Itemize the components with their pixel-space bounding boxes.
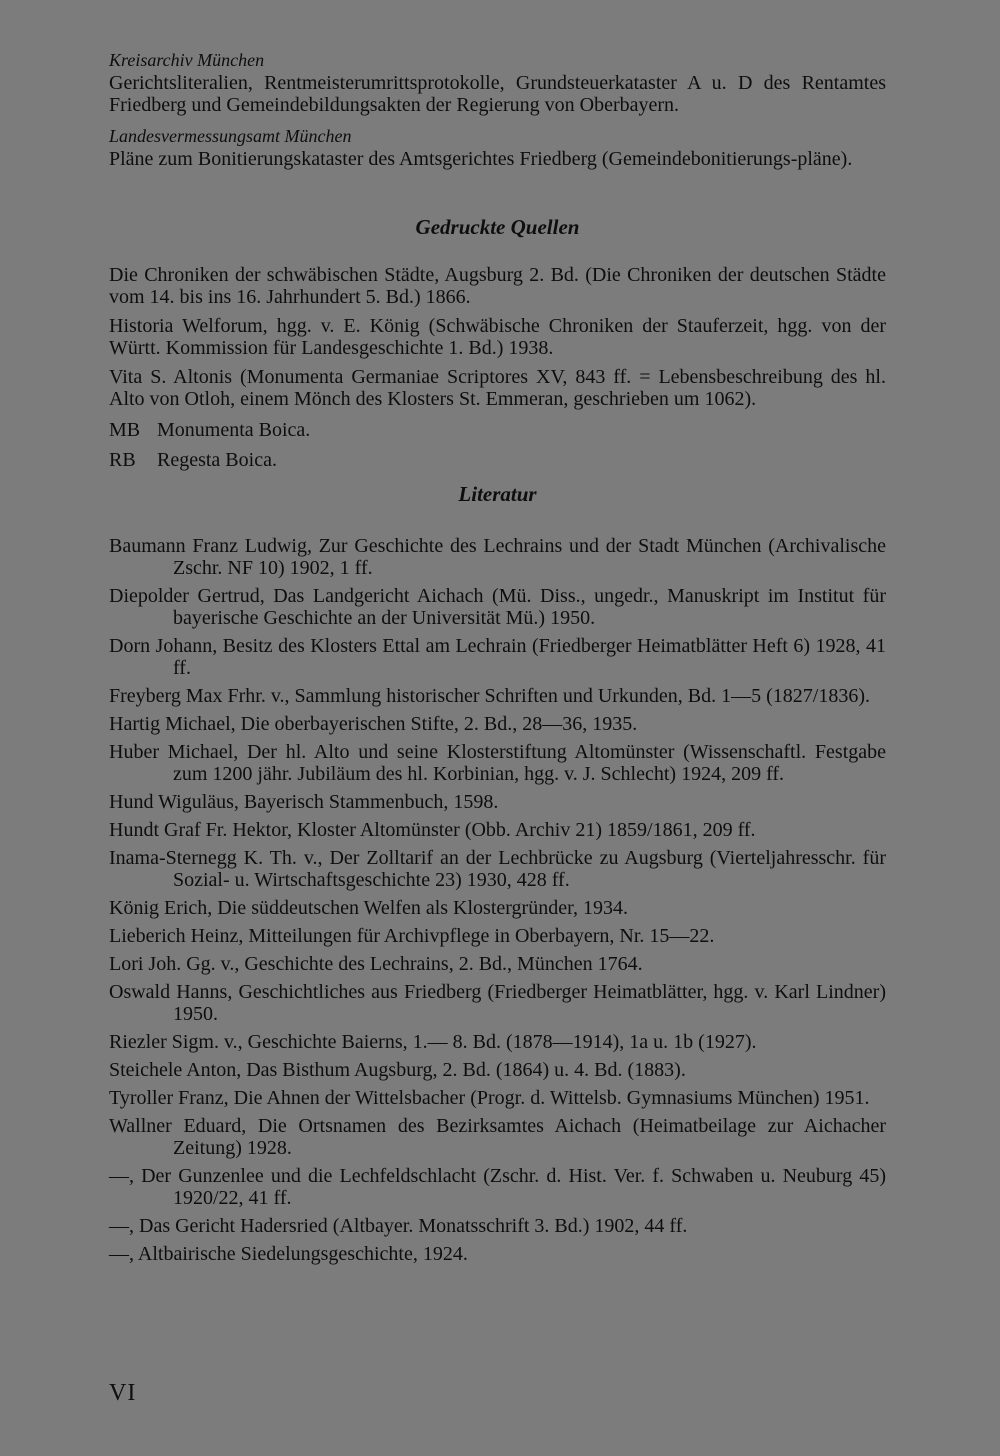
printed-source-entry: Die Chroniken der schwäbischen Städte, Augsburg 2. Bd. (Die Chroniken der deutschen Städte vom 14. bis ins 16. Jahrhundert 5. Bd.) 1866. [109,264,886,308]
document-page [109,48,886,1271]
archive-description: Pläne zum Bonitierungskataster des Amtsgerichtes Friedberg (Gemeindebonitierungs-pläne). [109,148,853,170]
literature-entry: Hartig Michael, Die oberbayerischen Stifte, 2. Bd., 28—36, 1935. [109,713,638,735]
archive-entry-landesvermessungsamt [109,124,886,170]
literature-entry: Lori Joh. Gg. v., Geschichte des Lechrains, 2. Bd., München 1764. [109,953,643,975]
abbreviation-entry [109,447,886,473]
printed-source-entry: Historia Welforum, hgg. v. E. König (Schwäbische Chroniken der Stauferzeit, hgg. von der Württ. Kommission für Landesgeschichte 1. Bd.) 1938. [109,315,886,359]
printed-sources-heading: Gedruckte Quellen [415,215,580,239]
archive-description: Gerichtsliteralien, Rentmeisterumrittsprotokolle, Grundsteuerkataster A u. D des Rentamtes Friedberg und Gemeindebildungsakten der Regierung von Oberbayern. [109,72,886,116]
literature-heading: Literatur [458,482,537,506]
abbreviation-label: Regesta Boica. [157,449,277,471]
literature-entry: Dorn Johann, Besitz des Klosters Ettal am Lechrain (Friedberger Heimatblätter Heft 6) 1928, 41 ff. [109,635,886,679]
literature-entry: Tyroller Franz, Die Ahnen der Wittelsbacher (Progr. d. Wittelsb. Gymnasiums München) 1951. [109,1087,870,1109]
abbreviation-entry [109,417,886,443]
literature-entry: Hundt Graf Fr. Hektor, Kloster Altomünster (Obb. Archiv 21) 1859/1861, 209 ff. [109,819,756,841]
literature-entry: Wallner Eduard, Die Ortsnamen des Bezirksamtes Aichach (Heimatbeilage zur Aichacher Zeitung) 1928. [109,1115,886,1159]
literature-entry: König Erich, Die süddeutschen Welfen als Klostergründer, 1934. [109,897,628,919]
page-number: VI [109,1380,137,1406]
literature-entry: Diepolder Gertrud, Das Landgericht Aichach (Mü. Diss., ungedr., Manuskript im Institut für bayerische Geschichte an der Universität Mü.) 1950. [109,585,886,629]
printed-source-entry: Vita S. Altonis (Monumenta Germaniae Scriptores XV, 843 ff. = Lebensbeschreibung des hl. Alto von Otloh, einem Mönch des Klosters St. Emmeran, geschrieben um 1062). [109,366,886,410]
literature-entry: Riezler Sigm. v., Geschichte Baierns, 1.— 8. Bd. (1878—1914), 1a u. 1b (1927). [109,1031,757,1053]
literature-entry: —, Der Gunzenlee und die Lechfeldschlacht (Zschr. d. Hist. Ver. f. Schwaben u. Neuburg 45) 1920/22, 41 ff. [109,1165,886,1209]
archive-name: Landesvermessungsamt München [109,126,352,146]
literature-list [109,535,886,1265]
literature-entry: —, Altbairische Siedelungsgeschichte, 1924. [109,1243,468,1265]
literature-entry: Steichele Anton, Das Bisthum Augsburg, 2. Bd. (1864) u. 4. Bd. (1883). [109,1059,686,1081]
literature-entry: Oswald Hanns, Geschichtliches aus Friedberg (Friedberger Heimatblätter, hgg. v. Karl Lindner) 1950. [109,981,886,1025]
printed-sources-list [109,264,886,473]
abbreviation-code: MB [109,419,141,441]
literature-entry: Hund Wiguläus, Bayerisch Stammenbuch, 1598. [109,791,499,813]
literature-entry: Baumann Franz Ludwig, Zur Geschichte des Lechrains und der Stadt München (Archivalische Zschr. NF 10) 1902, 1 ff. [109,535,886,579]
literature-entry: Freyberg Max Frhr. v., Sammlung historischer Schriften und Urkunden, Bd. 1—5 (1827/1836). [109,685,871,707]
archive-name: Kreisarchiv München [109,50,265,70]
literature-entry: Huber Michael, Der hl. Alto und seine Klosterstiftung Altomünster (Wissenschaftl. Festgabe zum 1200 jähr. Jubiläum des hl. Korbinian, hgg. v. J. Schlecht) 1924, 209 ff. [109,741,886,785]
abbreviation-code: RB [109,449,136,471]
archive-entry-kreisarchiv [109,48,886,116]
literature-entry: Inama-Sternegg K. Th. v., Der Zolltarif an der Lechbrücke zu Augsburg (Vierteljahresschr. für Sozial- u. Wirtschaftsgeschichte 23) 1930, 428 ff. [109,847,886,891]
literature-entry: —, Das Gericht Hadersried (Altbayer. Monatsschrift 3. Bd.) 1902, 44 ff. [109,1215,688,1237]
abbreviation-label: Monumenta Boica. [157,419,311,441]
literature-entry: Lieberich Heinz, Mitteilungen für Archivpflege in Oberbayern, Nr. 15—22. [109,925,715,947]
